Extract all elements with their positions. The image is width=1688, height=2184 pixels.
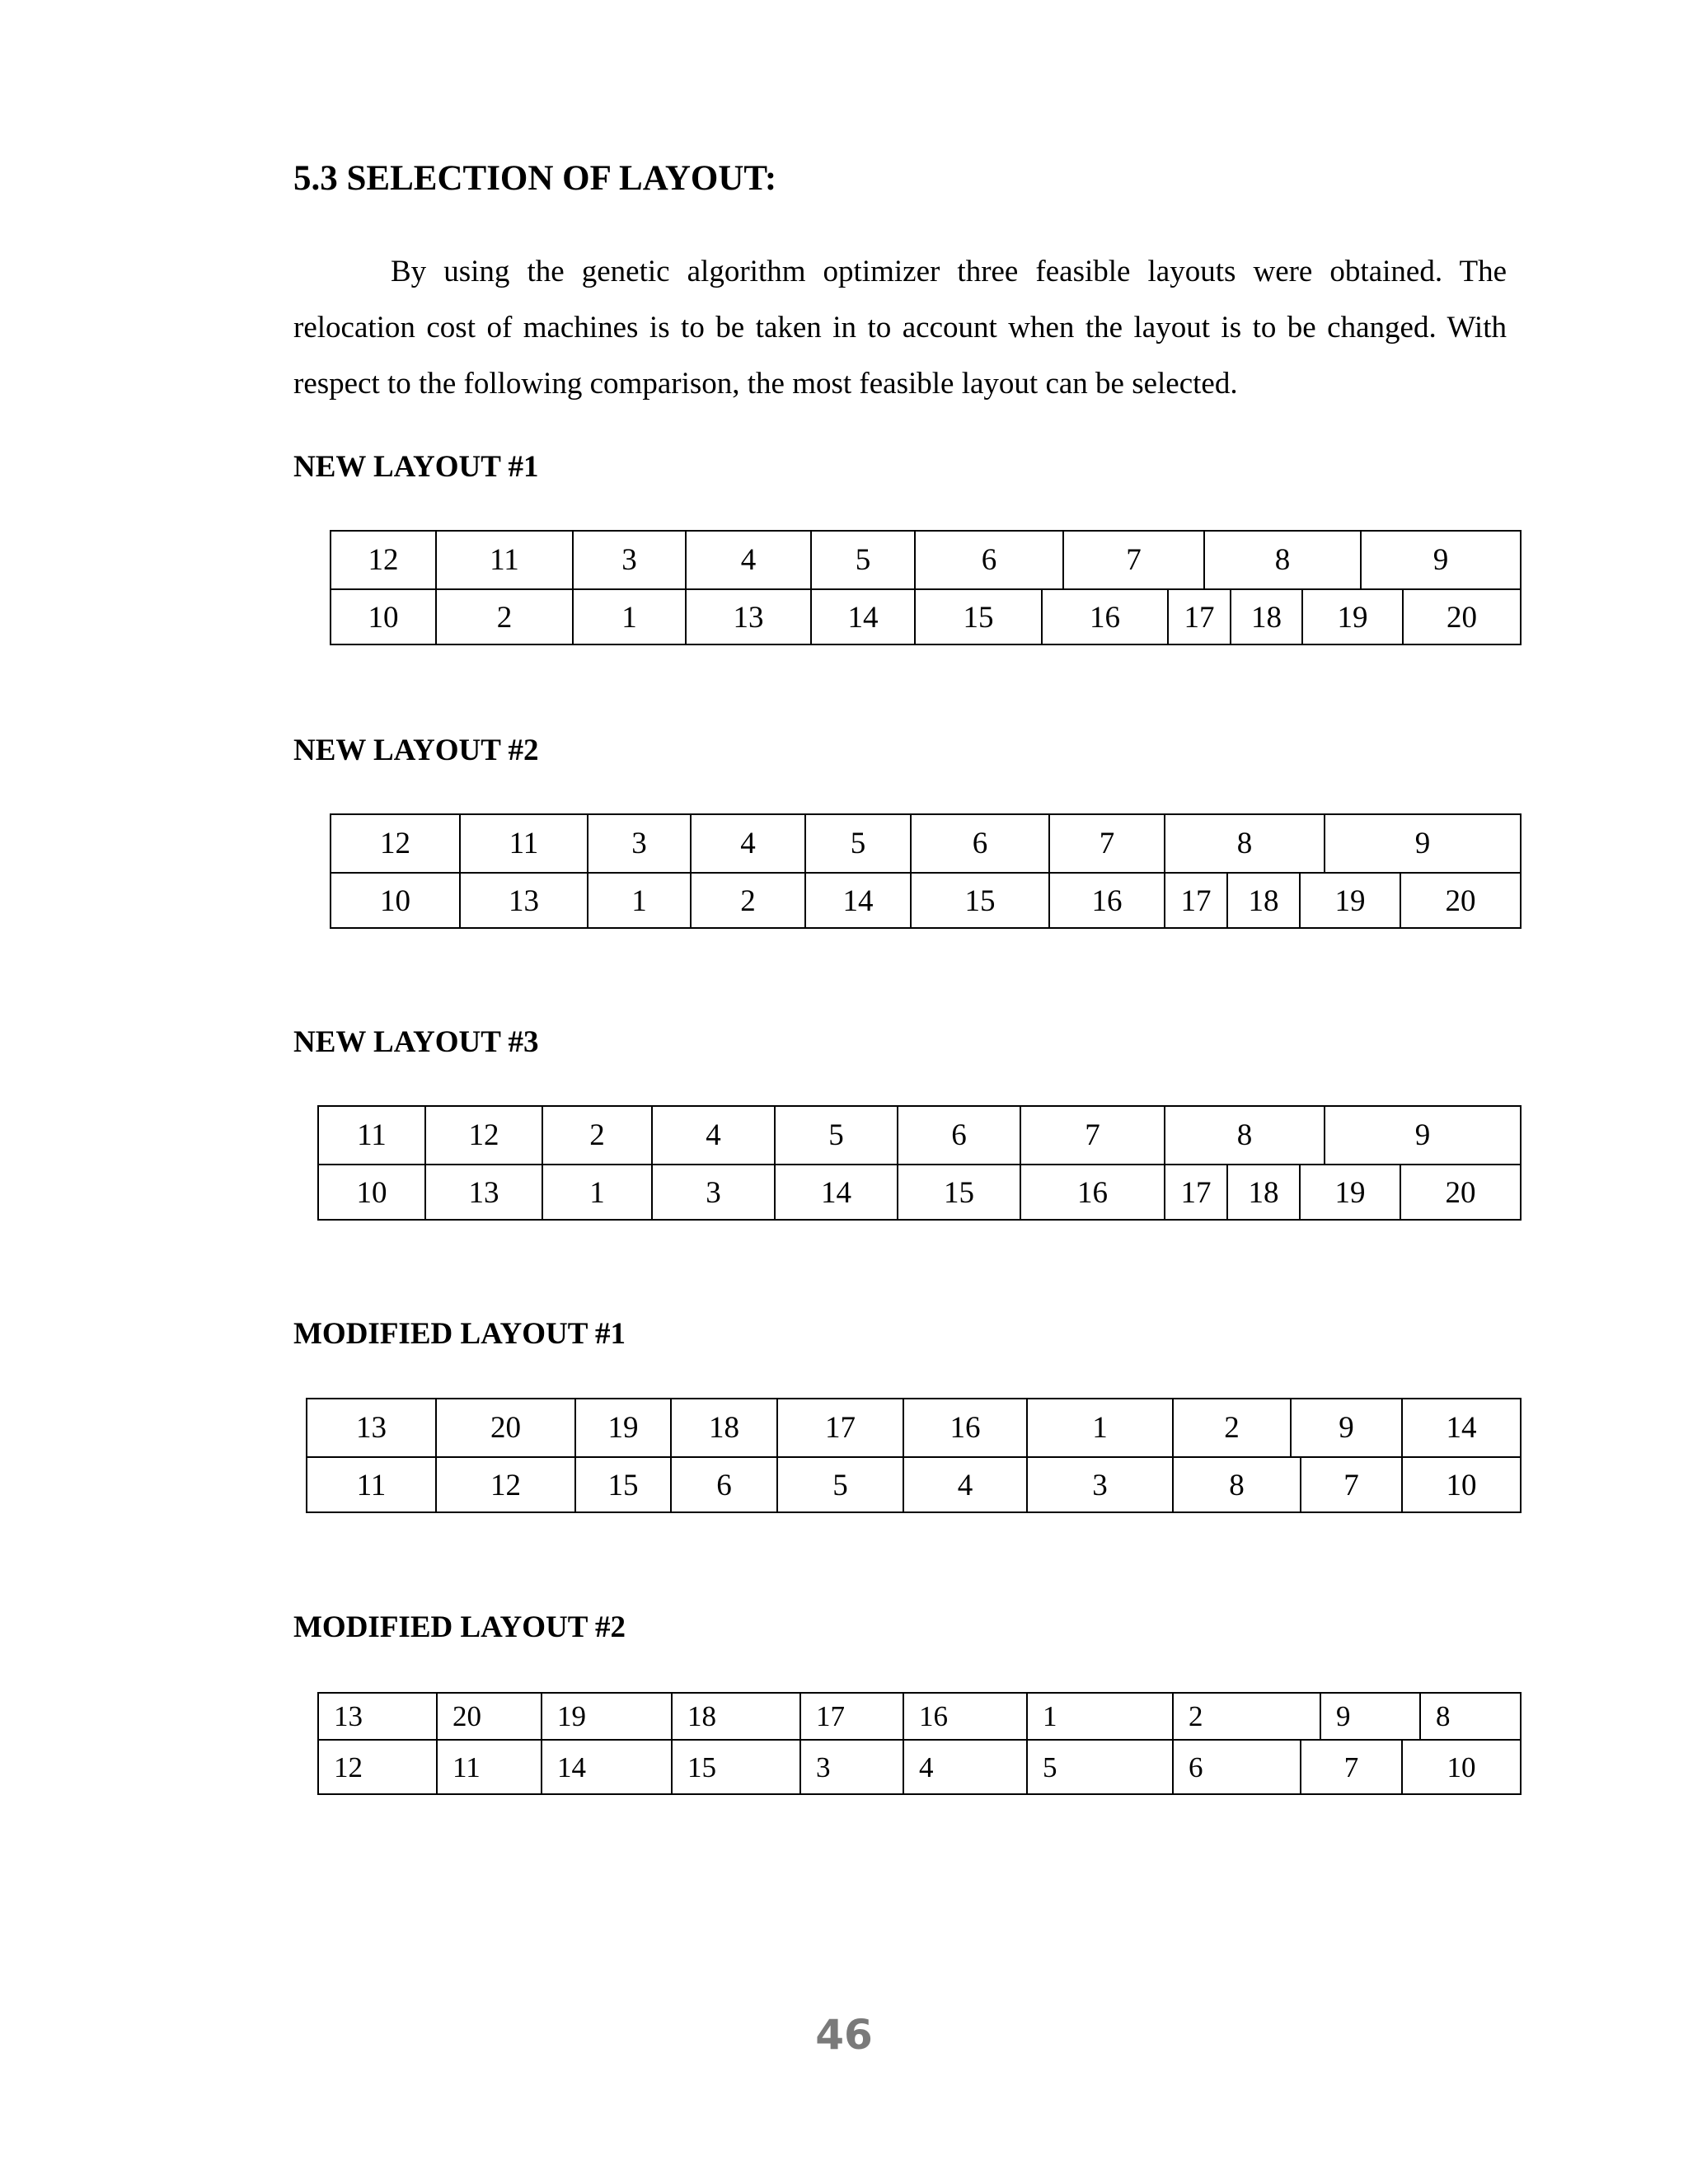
layout-3-bottom-cell: 14 — [774, 1165, 897, 1221]
layout-3-top-cell: 9 — [1324, 1107, 1520, 1164]
layout-1-bottom-cell: 19 — [1301, 590, 1402, 645]
layout-3-bottom-cell: 3 — [651, 1165, 774, 1221]
layout-4-top-cell: 1 — [1026, 1399, 1172, 1456]
layout-3-bottom-cell: 15 — [897, 1165, 1020, 1221]
layout-2-bottom-cell: 13 — [459, 874, 587, 929]
layout-5-top-cell: 18 — [671, 1694, 799, 1739]
layout-5-title: MODIFIED LAYOUT #2 — [293, 1610, 626, 1644]
layout-3-bottom-cell: 1 — [542, 1165, 651, 1221]
layout-1-top-cell: 11 — [435, 532, 572, 588]
layout-5-top-cell: 1 — [1026, 1694, 1172, 1739]
layout-4-top-cell: 14 — [1401, 1399, 1520, 1456]
layout-5-bottom-cell: 12 — [334, 1751, 363, 1783]
layout-5-bottom-row — [319, 1739, 1520, 1795]
layout-5-top-cell: 17 — [799, 1694, 903, 1739]
layout-2-top-cell: 9 — [1324, 815, 1520, 872]
layout-4-top-cell: 18 — [670, 1399, 776, 1456]
layout-2-top-cell: 3 — [587, 815, 690, 872]
layout-1-title: NEW LAYOUT #1 — [293, 450, 539, 484]
layout-1-bottom-cell: 13 — [685, 590, 810, 645]
layout-5-bottom-cell: 7 — [1300, 1741, 1401, 1795]
layout-2-top-cell: 7 — [1048, 815, 1164, 872]
layout-1-top-cell: 3 — [572, 532, 685, 588]
layout-4-top-cell: 9 — [1290, 1399, 1401, 1456]
layout-1-table — [330, 530, 1522, 645]
layout-1-bottom-row — [331, 588, 1520, 645]
layout-4-top-row — [307, 1399, 1520, 1456]
layout-3-top-cell: 4 — [651, 1107, 774, 1164]
layout-4-top-cell: 2 — [1172, 1399, 1290, 1456]
layout-4-bottom-cell: 4 — [903, 1458, 1026, 1513]
layout-2-bottom-cell: 17 — [1164, 874, 1226, 929]
layout-5-top-cell: 9 — [1320, 1694, 1419, 1739]
layout-4-bottom-cell: 5 — [776, 1458, 903, 1513]
layout-2-bottom-cell: 16 — [1048, 874, 1164, 929]
layout-4-bottom-cell: 8 — [1172, 1458, 1300, 1513]
layout-4-top-cell: 20 — [435, 1399, 574, 1456]
layout-2-table — [330, 813, 1522, 929]
layout-2-top-cell: 11 — [459, 815, 587, 872]
layout-3-bottom-cell: 17 — [1164, 1165, 1226, 1221]
layout-3-top-cell: 8 — [1164, 1107, 1324, 1164]
layout-5-bottom-cell: 10 — [1401, 1741, 1520, 1795]
layout-2-top-cell: 8 — [1164, 815, 1324, 872]
layout-5-top-cell: 8 — [1419, 1694, 1520, 1739]
layout-3-bottom-cell: 18 — [1226, 1165, 1299, 1221]
layout-5-table — [317, 1692, 1522, 1795]
layout-2-bottom-cell: 14 — [804, 874, 910, 929]
layout-5-top-cell: 2 — [1172, 1694, 1320, 1739]
layout-1-top-cell: 8 — [1203, 532, 1360, 588]
layout-4-bottom-cell: 11 — [356, 1469, 387, 1502]
layout-1-top-cell: 9 — [1360, 532, 1520, 588]
layout-2-bottom-cell: 15 — [910, 874, 1048, 929]
layout-5-top-row — [319, 1694, 1520, 1739]
layout-4-top-cell: 17 — [776, 1399, 903, 1456]
layout-5-bottom-cell: 3 — [799, 1741, 903, 1795]
section-heading: 5.3 SELECTION OF LAYOUT: — [293, 159, 777, 198]
layout-3-top-row — [319, 1107, 1520, 1164]
layout-2-title: NEW LAYOUT #2 — [293, 733, 539, 767]
layout-1-bottom-cell: 2 — [435, 590, 572, 645]
layout-4-bottom-row — [307, 1456, 1520, 1513]
layout-1-bottom-cell: 14 — [810, 590, 914, 645]
layout-3-top-cell: 5 — [774, 1107, 897, 1164]
layout-1-top-row — [331, 532, 1520, 588]
layout-3-bottom-cell: 19 — [1299, 1165, 1400, 1221]
layout-4-bottom-cell: 6 — [670, 1458, 776, 1513]
layout-2-top-cell: 4 — [690, 815, 804, 872]
layout-4-bottom-cell: 12 — [435, 1458, 574, 1513]
layout-3-bottom-cell: 16 — [1020, 1165, 1164, 1221]
layout-1-bottom-cell: 16 — [1041, 590, 1167, 645]
layout-1-bottom-cell: 20 — [1402, 590, 1520, 645]
layout-3-top-cell: 12 — [424, 1107, 542, 1164]
layout-1-top-cell: 7 — [1062, 532, 1203, 588]
layout-2-bottom-cell: 1 — [587, 874, 690, 929]
layout-3-top-cell: 11 — [357, 1118, 387, 1152]
intro-paragraph — [293, 244, 1507, 412]
layout-3-bottom-row — [319, 1164, 1520, 1221]
layout-5-top-cell: 13 — [334, 1699, 363, 1732]
layout-1-bottom-cell: 1 — [572, 590, 685, 645]
layout-1-bottom-cell: 10 — [368, 601, 399, 635]
layout-5-bottom-cell: 5 — [1026, 1741, 1172, 1795]
layout-4-bottom-cell: 7 — [1300, 1458, 1401, 1513]
intro-paragraph-text: By using the genetic algorithm optimizer three feasible layouts were obtained. The relocation cost of machines is to be taken in to account when the layout is to be changed. With respect to the following comparison, the most feasible layout can be selected. — [293, 255, 1507, 401]
layout-4-bottom-cell: 15 — [574, 1458, 670, 1513]
layout-2-top-row — [331, 815, 1520, 872]
layout-5-bottom-cell: 6 — [1172, 1741, 1300, 1795]
layout-4-top-cell: 19 — [574, 1399, 670, 1456]
layout-2-top-cell: 5 — [804, 815, 910, 872]
layout-5-bottom-cell: 15 — [671, 1741, 799, 1795]
layout-3-bottom-cell: 20 — [1400, 1165, 1520, 1221]
layout-1-top-cell: 5 — [810, 532, 914, 588]
layout-2-bottom-cell: 20 — [1400, 874, 1520, 929]
layout-4-bottom-cell: 3 — [1026, 1458, 1172, 1513]
layout-1-top-cell: 6 — [914, 532, 1062, 588]
layout-4-top-cell: 16 — [903, 1399, 1026, 1456]
layout-3-top-cell: 7 — [1020, 1107, 1164, 1164]
layout-4-title: MODIFIED LAYOUT #1 — [293, 1317, 626, 1351]
page-number: 46 — [815, 2011, 873, 2059]
layout-3-top-cell: 2 — [542, 1107, 651, 1164]
layout-5-bottom-cell: 4 — [903, 1741, 1026, 1795]
layout-2-bottom-cell: 10 — [380, 884, 410, 918]
layout-4-table — [306, 1398, 1522, 1513]
layout-1-bottom-cell: 15 — [914, 590, 1041, 645]
layout-3-title: NEW LAYOUT #3 — [293, 1025, 539, 1059]
layout-3-top-cell: 6 — [897, 1107, 1020, 1164]
layout-4-bottom-cell: 10 — [1401, 1458, 1520, 1513]
layout-3-bottom-cell: 13 — [424, 1165, 542, 1221]
layout-1-top-cell: 12 — [368, 543, 399, 577]
layout-1-bottom-cell: 17 — [1167, 590, 1230, 645]
layout-5-top-cell: 20 — [436, 1694, 541, 1739]
layout-3-table — [317, 1105, 1522, 1221]
layout-2-top-cell: 6 — [910, 815, 1048, 872]
layout-2-bottom-cell: 2 — [690, 874, 804, 929]
layout-4-top-cell: 13 — [356, 1411, 387, 1445]
layout-1-top-cell: 4 — [685, 532, 810, 588]
layout-2-top-cell: 12 — [380, 827, 410, 860]
layout-2-bottom-cell: 18 — [1226, 874, 1299, 929]
layout-2-bottom-row — [331, 872, 1520, 929]
layout-1-bottom-cell: 18 — [1230, 590, 1301, 645]
layout-5-top-cell: 16 — [903, 1694, 1026, 1739]
layout-3-bottom-cell: 10 — [356, 1176, 387, 1210]
layout-2-bottom-cell: 19 — [1299, 874, 1400, 929]
layout-5-bottom-cell: 11 — [436, 1741, 541, 1795]
layout-5-top-cell: 19 — [541, 1694, 671, 1739]
layout-5-bottom-cell: 14 — [541, 1741, 671, 1795]
